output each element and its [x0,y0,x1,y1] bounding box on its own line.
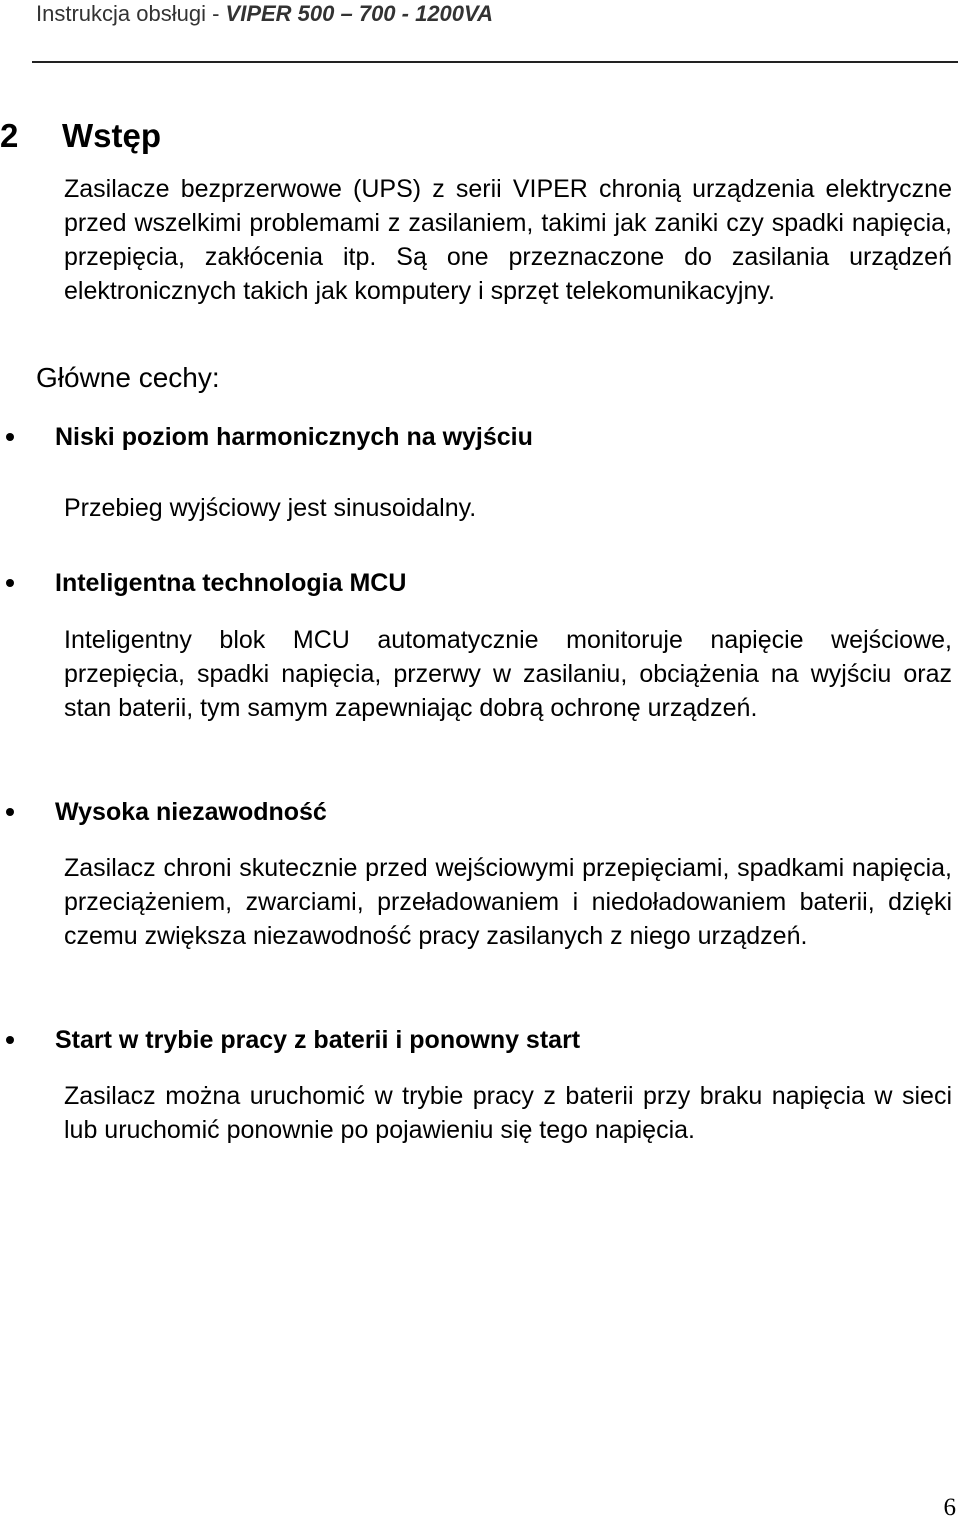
feature-description: Zasilacz chroni skutecznie przed wejściowymi przepięciami, spadkami napięcia, przeciążeniem, zwarciami, przeładowaniem i niedoładowaniem baterii, dzięki czemu zwiększa niezawodność pracy zasilanych z niego urządzeń. [64,854,952,950]
section-number: 2 [0,117,19,154]
feature-title: Niski poziom harmonicznych na wyjściu [55,423,533,451]
intro-paragraph: Zasilacze bezprzerwowe (UPS) z serii VIPER chronią urządzenia elektryczne przed wszelkimi problemami z zasilaniem, takimi jak zaniki czy spadki napięcia, przepięcia, zakłócenia itp. Są one przeznaczone do zasilania urządzeń elektronicznych takich jak komputery i sprzęt telekomunikacyjny. [64,175,952,305]
bullet-icon [6,433,14,441]
feature-title: Inteligentna technologia MCU [55,569,407,597]
section-title [0,114,161,158]
running-header [36,0,956,34]
bullet-icon [6,1036,14,1044]
features-heading: Główne cechy: [36,362,220,393]
header-prefix: Instrukcja obsługi - [36,1,226,26]
feature-description: Inteligentny blok MCU automatycznie monitoruje napięcie wejściowe, przepięcia, spadki napięcia, przerwy w zasilaniu, obciążenia na wyjściu oraz stan baterii, tym samym zapewniając dobrą ochronę urządzeń. [64,626,952,722]
feature-title: Wysoka niezawodność [55,798,327,826]
feature-title: Start w trybie pracy z baterii i ponowny start [55,1026,581,1054]
section-title-text: Wstęp [62,117,161,154]
bullet-icon [6,579,14,587]
header-divider [32,61,958,63]
feature-description: Przebieg wyjściowy jest sinusoidalny. [64,494,477,522]
page-number: 6 [943,1494,956,1521]
bullet-icon [6,808,14,816]
feature-description: Zasilacz można uruchomić w trybie pracy z baterii przy braku napięcia w sieci lub uruchomić ponownie po pojawieniu się tego napięcia. [64,1082,952,1144]
header-model: VIPER 500 – 700 - 1200VA [225,1,493,26]
